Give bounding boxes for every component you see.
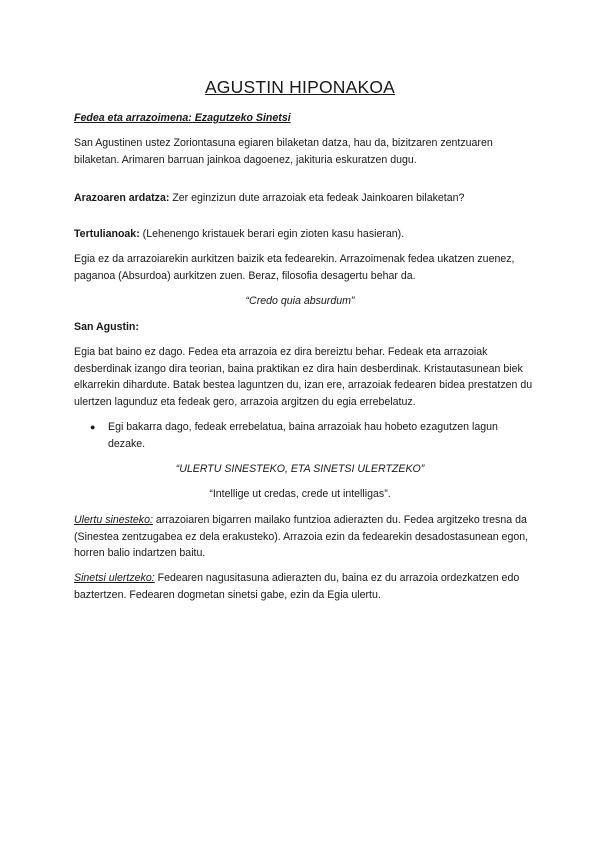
page-title: AGUSTIN HIPONAKOA (204, 77, 396, 97)
arazoa-paragraph (74, 190, 534, 207)
sinetsi-text: Fedearen nagusitasuna adierazten du, baina ez du arrazoia ordezkatzen edo baztertzen. Fedearen dogmetan sinetsi gabe, ezin da Egia ulertu. (74, 572, 520, 601)
arazoa-text: Zer eginzizun dute arrazoiak eta fedeak Jainkoaren bilaketan? (169, 192, 465, 204)
section-subtitle (74, 110, 534, 127)
quote-ulertu: “ULERTU SINESTEKO, ETA SINETSI ULERTZEKO” (175, 463, 425, 475)
tertulianoak-paragraph (74, 226, 534, 243)
sinetsi-paragraph (74, 570, 534, 603)
bullet-item: Egi bakarra dago, fedeak errebelatua, baina arrazoiak hau hobeto ezagutzen lagun dezake. (108, 421, 498, 450)
san-agustin-heading: San Agustin: (74, 321, 139, 333)
quote-intellige: “Intellige ut credas, crede ut intelligas”. (209, 488, 391, 500)
tertulianoak-label: Tertulianoak: (74, 228, 140, 240)
tertulianoak-text: (Lehenengo kristauek berari egin zioten kasu hasieran). (139, 228, 405, 240)
quote-credo: “Credo quia absurdum” (245, 295, 355, 307)
ulertu-paragraph (74, 512, 534, 562)
ulertu-label: Ulertu sinesteko: (74, 514, 153, 526)
subtitle-text: Fedea eta arrazoimena: Ezagutzeko Sinetsi (74, 112, 291, 124)
bullet-icon: ● (90, 422, 96, 432)
san-agustin-body: Egia bat baino ez dago. Fedea eta arrazoia ez dira bereiztu behar. Fedeak eta arrazoiak desberdinak izango dira teorian, baina praktikan ez dira hain desberdinak. Kristautasunean biek elkarrekin dihardute. Batak bestea laguntzen du, izan ere, arrazoiak fedearen bidea prestatzen du ulertzen lagunduz eta fedeak gero, arrazoia argitzen du egia errebelatuz. (74, 346, 533, 408)
ulertu-text: arrazoiaren bigarren mailako funtzioa adierazten du. Fedea argitzeko tresna da (Sinestea zentzugabea ez dela erakusteko). Arrazoia ezin da fedearekin desadostasunean egon, horren balio indartzen baitu. (74, 514, 529, 559)
sinetsi-label: Sinetsi ulertzeko: (74, 572, 155, 584)
intro-paragraph: San Agustinen ustez Zoriontasuna egiaren bilaketan datza, hau da, bizitzaren zentzuaren bilaketan. Arimaren barruan jainkoa dagoenez, jakituria eskuratzen dugu. (74, 137, 493, 166)
arazoa-label: Arazoaren ardatza: (74, 192, 170, 204)
tertulianoak-body: Egia ez da arrazoiarekin aurkitzen baizik eta fedearekin. Arrazoimenak fedea ukatzen zuenez, paganoa (Absurdoa) aurkitzen zuen. Beraz, filosofia desagertu behar da. (74, 253, 515, 282)
